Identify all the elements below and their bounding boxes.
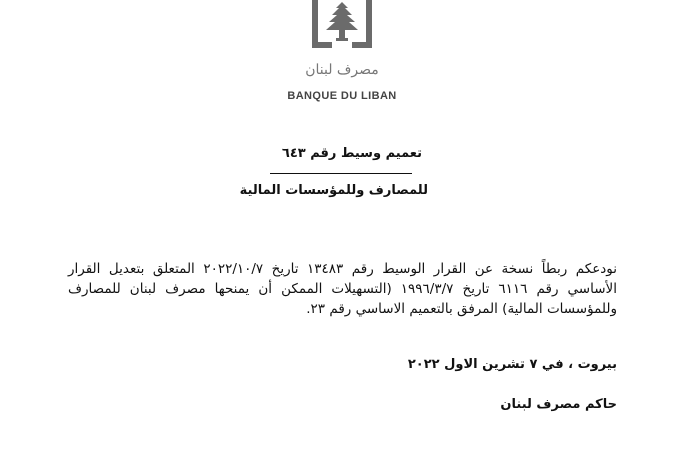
memo-title: تعميم وسيط رقم ٦٤٣ (281, 146, 422, 161)
date-line: بيروت ، في ٧ تشرين الاول ٢٠٢٢ (407, 357, 617, 372)
title-underline (270, 173, 412, 174)
memo-body: نودعكم ربطاً نسخة عن القرار الوسيط رقم ١٣٤٨٣ تاريخ ٢٠٢٢/١٠/٧ المتعلق بتعديل القرار الأساسي رقم ٦١١٦ تاريخ ١٩٩٦/٣/٧ (التسهيلات الممكن أن يمنحها مصرف لبنان للمصارف وللمؤسسات المالية) المرفق بالتعميم الاساسي رقم ٢٣. (68, 261, 618, 317)
signature: حاكم مصرف لبنان (500, 397, 617, 412)
bank-name-french: BANQUE DU LIBAN (287, 90, 397, 102)
bank-name-arabic: مصرف لبنان (305, 62, 379, 78)
memo-addressee: للمصارف وللمؤسسات المالية (239, 183, 428, 198)
cedar-logo-icon (312, 0, 372, 50)
